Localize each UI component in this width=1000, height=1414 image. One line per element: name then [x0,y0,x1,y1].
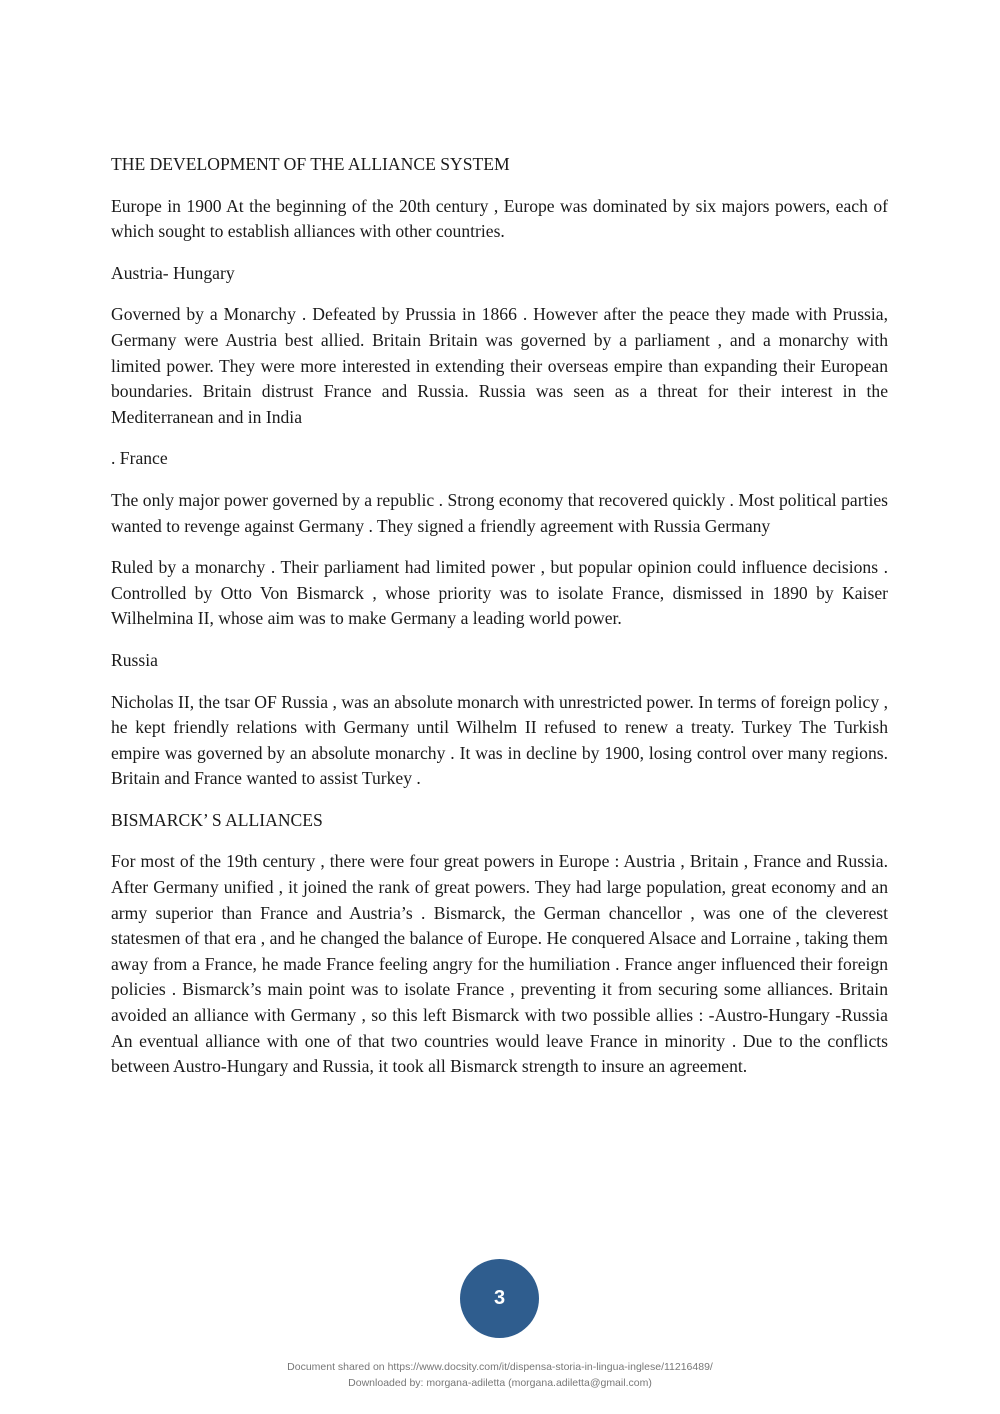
paragraph-france: The only major power governed by a republic . Strong economy that recovered quickly . Most political parties wanted to revenge against Germany . They signed a friendly agreement with Russia Germany [111,489,888,536]
section-heading-bismarck-alliances: BISMARCK’ S ALLIANCES [111,809,323,830]
footer-downloaded-by: Downloaded by: morgana-adiletta (morgana.adiletta@gmail.com) [348,1377,652,1389]
footer-shared-line [0,1361,1000,1373]
footer-shared-link[interactable]: https://www.docsity.com/it/dispensa-storia-in-lingua-inglese/11216489/ [387,1361,713,1373]
paragraph-germany: Ruled by a monarchy . Their parliament had limited power , but popular opinion could influence decisions . Controlled by Otto Von Bismarck , whose priority was to isolate France, dismissed in 1890 by Kaiser Wilhelmina II, whose aim was to make Germany a leading world power. [111,557,888,629]
section-heading-austria-hungary: Austria- Hungary [111,262,235,283]
page-number-badge: 3 [460,1259,539,1338]
section-heading-france: . France [111,448,168,469]
paragraph-austria-britain: Governed by a Monarchy . Defeated by Prussia in 1866 . However after the peace they made with Prussia, Germany were Austria best allied. Britain Britain was governed by a parliament , and a monarchy with limited power. They were more interested in extending their overseas empire than expanding their European boundaries. Britain distrust France and Russia. Russia was seen as a threat for their interest in the Mediterranean and in India [111,304,888,427]
document-title: THE DEVELOPMENT OF THE ALLIANCE SYSTEM [111,154,510,174]
footer-shared-prefix: Document shared on [287,1361,388,1373]
section-heading-russia: Russia [111,649,158,670]
paragraph-intro: Europe in 1900 At the beginning of the 20th century , Europe was dominated by six majors powers, each of which sought to establish alliances with other countries. [111,195,888,242]
paragraph-russia-turkey: Nicholas II, the tsar OF Russia , was an absolute monarch with unrestricted power. In terms of foreign policy , he kept friendly relations with Germany until Wilhelm II refused to renew a treaty. Turkey The Turkish empire was governed by an absolute monarchy . It was in decline by 1900, losing control over many regions. Britain and France wanted to assist Turkey . [111,691,888,789]
paragraph-bismarck: For most of the 19th century , there were four great powers in Europe : Austria , Britain , France and Russia. After Germany unified , it joined the rank of great powers. They had large population, great economy and an army superior than France and Austria’s . Bismarck, the German chancellor , was one of the cleverest statesmen of that era , and he changed the balance of Europe. He conquered Alsace and Lorraine , taking them away from a France, he made France feeling angry for the humiliation . France anger influenced their foreign policies . Bismarck’s main point was to isolate France , preventing it from securing some alliances. Britain avoided an alliance with Germany , so this left Bismarck with two possible allies : -Austro-Hungary -Russia An eventual alliance with one of that two countries would leave France in minority . Due to the conflicts between Austro-Hungary and Russia, it took all Bismarck strength to insure an agreement. [111,851,888,1077]
document-body [111,152,888,1096]
